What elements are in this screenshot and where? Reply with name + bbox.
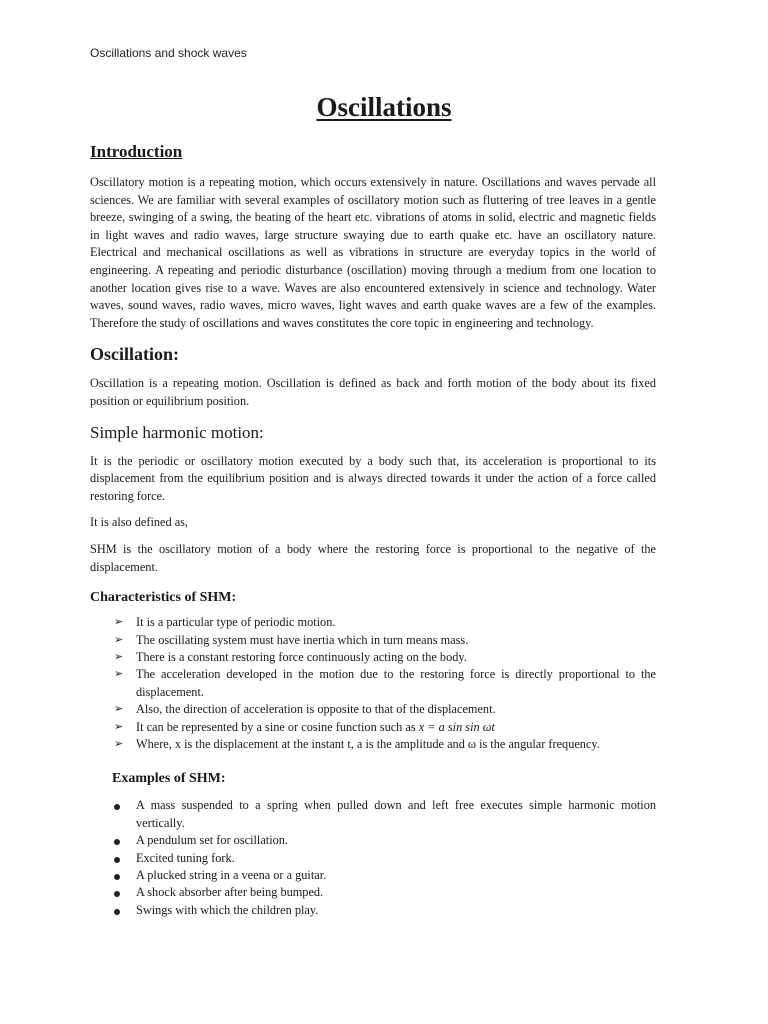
list-item: A pendulum set for oscillation. — [90, 832, 656, 849]
dot-bullet-icon — [114, 857, 120, 863]
arrow-bullet-icon: ➢ — [114, 616, 124, 629]
page-title: Oscillations — [316, 92, 452, 122]
list-item: ➢ It can be represented by a sine or cosine function such as x = a sin sin ωt — [90, 719, 656, 736]
dot-bullet-icon — [114, 909, 120, 915]
introduction-paragraph: Oscillatory motion is a repeating motion, which occurs extensively in nature. Oscillations and waves pervade all sciences. We are familiar with several examples of oscillatory motion such as fluttering of tree leaves in a gentle breeze, swinging of a swing, the beating of the heart etc. vibrations of atoms in solid, electric and magnetic fields in light waves and radio waves, large structure swaying due to earth quake etc. have an oscillatory nature. Electrical and mechanical oscillations as well as vibrations in structure are everyday topics in the world of engineering. A repeating and periodic disturbance (oscillation) moving through a medium from one location to another location gives rise to a wave. Waves are also encountered extensively in science and technology. Water waves, sound waves, radio waves, micro waves, light waves and earth quake waves are a few of the examples. Therefore the study of oscillations and waves constitutes the core topic in engineering and technology. — [90, 175, 656, 330]
document-body — [90, 142, 656, 919]
list-item: ➢ The oscillating system must have inertia which in turn means mass. — [90, 632, 656, 649]
list-item: ➢ Also, the direction of acceleration is opposite to that of the displacement. — [90, 701, 656, 718]
list-item: ➢ There is a constant restoring force continuously acting on the body. — [90, 649, 656, 666]
dot-bullet-icon — [114, 839, 120, 845]
arrow-bullet-icon: ➢ — [114, 737, 124, 750]
list-item: ➢ Where, x is the displacement at the instant t, a is the amplitude and ω is the angular frequency. — [90, 736, 656, 753]
arrow-bullet-icon: ➢ — [114, 668, 124, 681]
list-item: ➢ It is a particular type of periodic motion. — [90, 614, 656, 631]
list-item: Excited tuning fork. — [90, 850, 656, 867]
list-item: A mass suspended to a spring when pulled down and left free executes simple harmonic motion vertically. — [90, 797, 656, 832]
dot-bullet-icon — [114, 804, 120, 810]
shm-restoring-force-paragraph: SHM is the oscillatory motion of a body where the restoring force is proportional to the negative of the displacement. — [90, 541, 656, 574]
arrow-bullet-icon: ➢ — [114, 633, 124, 646]
shm-also-defined-paragraph: It is also defined as, — [90, 515, 189, 530]
list-item: Swings with which the children play. — [90, 902, 656, 919]
shm-definition-paragraph: It is the periodic or oscillatory motion executed by a body such that, its acceleration is proportional to its displacement from the equilibrium position and is always directed towards it under the action of a force called restoring force. — [90, 453, 656, 503]
characteristics-heading: Characteristics of SHM: — [90, 590, 237, 606]
examples-list — [90, 797, 656, 919]
oscillation-heading: Oscillation: — [90, 344, 179, 365]
characteristics-list — [90, 614, 656, 753]
list-item: A plucked string in a veena or a guitar. — [90, 867, 656, 884]
arrow-bullet-icon: ➢ — [114, 720, 124, 733]
running-header: Oscillations and shock waves — [90, 46, 247, 60]
oscillation-paragraph: Oscillation is a repeating motion. Oscillation is defined as back and forth motion of the body about its fixed position or equilibrium position. — [90, 376, 656, 408]
list-item: A shock absorber after being bumped. — [90, 884, 656, 901]
introduction-heading: Introduction — [90, 142, 183, 161]
list-item: ➢ The acceleration developed in the motion due to the restoring force is directly proportional to the displacement. — [114, 667, 656, 699]
arrow-bullet-icon: ➢ — [114, 650, 124, 663]
examples-heading: Examples of SHM: — [112, 771, 226, 787]
shm-heading: Simple harmonic motion: — [90, 422, 264, 442]
sine-formula: x = a sin sin ωt — [418, 719, 495, 734]
arrow-bullet-icon: ➢ — [114, 703, 124, 716]
dot-bullet-icon — [114, 891, 120, 897]
dot-bullet-icon — [114, 874, 120, 880]
